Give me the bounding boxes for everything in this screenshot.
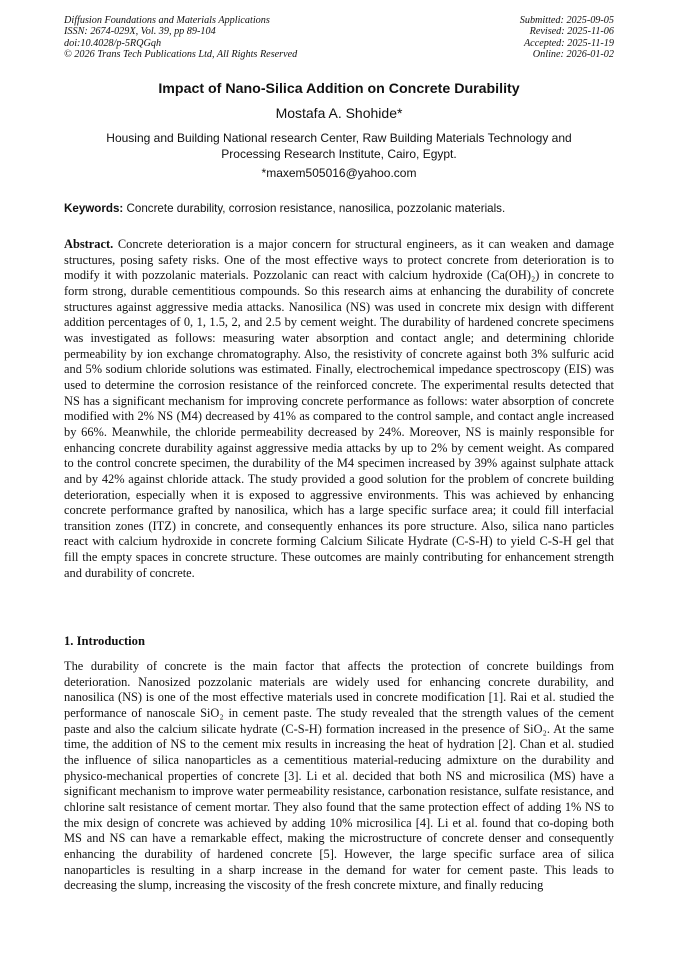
date-submitted: Submitted: 2025-09-05	[519, 15, 614, 26]
date-revised: Revised: 2025-11-06	[529, 26, 614, 38]
date-online: Online: 2026-01-02	[532, 49, 614, 61]
journal-info	[64, 15, 297, 61]
author-affiliation: Housing and Building National research Center, Raw Building Materials Technology and Processing Research Institute, Cairo, Egypt.	[106, 131, 572, 161]
author-name: Mostafa A. Shohide*	[275, 105, 403, 121]
keywords	[64, 202, 616, 215]
abstract-text: Concrete deterioration is a major concern for structural engineers, as it can weaken and damage structures, posing safety risks. One of the most effective ways to protect concrete from deterioration is to modify it with pozzolanic materials. Pozzolanic can react with calcium hydroxide (Ca(OH)₂) in concrete to form strong, durable cementitious compounds. So this research aims at enhancing the durability of concrete structures against aggressive media attacks. Nanosilica (NS) was used in concrete mix design with different addition percentages of 0, 1, 1.5, 2, and 2.5 by cement weight. The durability of hardened concrete specimens was investigated as follows: measuring water absorption and contact angle; and determining chloride permeability by ion exchange chromatography. Also, the resistivity of concrete against both 3% sulfuric acid and 5% sodium chloride solutions was estimated. Finally, electrochemical impedance spectroscopy (EIS) was used to determine the corrosion resistance of the reinforced concrete. The experimental results detected that NS has a significant mechanism for improving concrete performance as follows: water absorption of concrete modified with 2% NS (M4) decreased by 41% as compared to the control sample, and contact angle increased by 66%. Meanwhile, the chloride permeability decreased by 24%. Moreover, NS is mainly responsible for enhancing concrete durability against aggressive media attacks by up to 2% by cement weight. As compared to the control concrete specimen, the durability of the M4 specimen increased by 39% against sulphate attack and by 42% against chloride attack. The study provided a good solution for the problem of concrete building deterioration, especially when it is exposed to aggressive environments. This was achieved by enhancing concrete performance grafted by nanosilica, which has a large specific surface area; it could fill interfacial transition zones (ITZ) in concrete, and consequently enhances its pore structure. Also, silica nano particles react with calcium hydroxide in concrete forming Calcium Silicate Hydrate (C-S-H) to yield C-S-H gel that fill the empty spaces in concrete structure. These outcomes are mainly contributing for enhancement strength and durability of concrete.	[64, 237, 614, 580]
abstract	[64, 237, 614, 581]
abstract-label: Abstract.	[64, 237, 114, 251]
author-email[interactable]: *maxem505016@yahoo.com	[261, 166, 417, 180]
paper-title: Impact of Nano-Silica Addition on Concrete Durability	[158, 81, 520, 97]
keywords-text: Concrete durability, corrosion resistance, nanosilica, pozzolanic materials.	[123, 202, 506, 215]
journal-issn: ISSN: 2674-029X, Vol. 39, pp 89-104	[64, 26, 216, 38]
introduction-paragraph: The durability of concrete is the main factor that affects the protection of concrete buildings from deterioration. Nanosized pozzolanic materials are widely used for enhancing concrete durability, and nanosilica (NS) is one of the most effective materials used in concrete modification [1]. Rai et al. studied the performance of nanoscale SiO₂ in cement paste. The study revealed that the strength values of the cement paste and also the calcium silicate hydrate (C-S-H) formation increased in the presence of SiO₂. At the same time, the addition of NS to the cement mix results in increasing the heat of hydration [2]. Chan et al. studied the influence of silica nanoparticles as a cementitious material-reducing admixture on the durability and physico-mechanical properties of concrete [3]. Li et al. decided that both NS and microsilica (MS) have a significant mechanism to improve water permeability resistance, carbonation resistance, sulfate resistance, and chlorine salt resistance of cement mortar. They also found that the same protection effect of adding 1% NS to the mix design of concrete was achieved by adding 10% microsilica [4]. Li et al. found that co-doping both MS and NS can have a remarkable effect, making the microstructure of concrete denser and consequently enhancing the durability of hardened concrete [5]. However, the large specific surface area of silica nanoparticles is resulting in a sharp increase in the demand for water for cement paste. This leads to decreasing the slump, increasing the viscosity of the fresh concrete mixture, and finally reducing	[64, 659, 614, 893]
journal-doi: doi:10.4028/p-5RQGqh	[64, 37, 162, 49]
section-heading-introduction: 1. Introduction	[64, 634, 145, 648]
date-accepted: Accepted: 2025-11-19	[523, 37, 614, 49]
keywords-label: Keywords:	[64, 202, 124, 215]
journal-copyright: © 2026 Trans Tech Publications Ltd, All Rights Reserved	[64, 49, 298, 61]
journal-name: Diffusion Foundations and Materials Applications	[64, 15, 270, 26]
publication-dates	[520, 15, 614, 61]
